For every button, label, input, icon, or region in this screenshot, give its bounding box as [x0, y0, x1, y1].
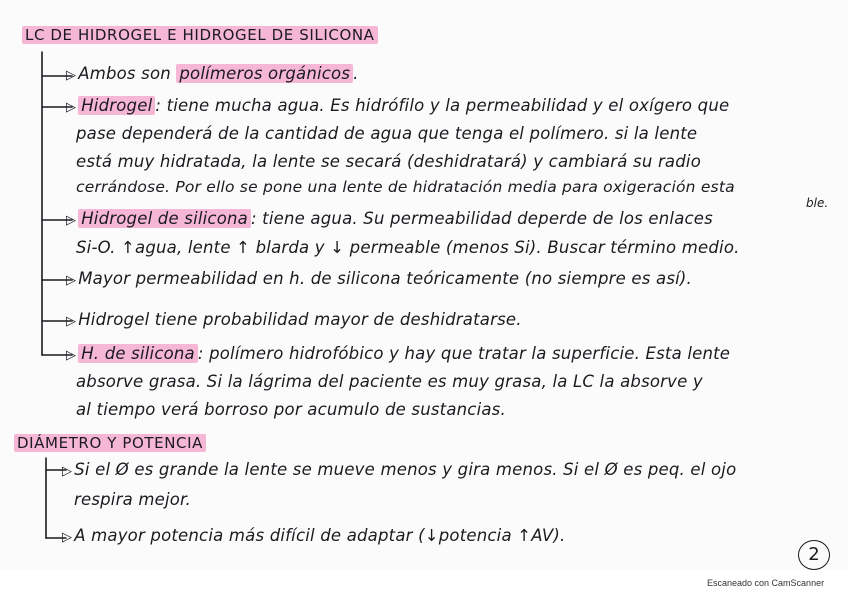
bullet-text: Si el Ø es grande la lente se mueve menos y gira menos. Si el Ø es peq. el ojo	[74, 460, 737, 479]
bullet-text: Mayor permeabilidad en h. de silicona teóricamente (no siempre es así).	[78, 269, 692, 288]
section-title-diametro	[14, 434, 206, 452]
bullet-h-silicona-line3: al tiempo verá borroso por acumulo de sustancias.	[76, 400, 506, 419]
arrow-icon: ▷	[66, 68, 77, 83]
arrow-icon: ▷	[66, 314, 77, 329]
bullet-diametro-line2: respira mejor.	[74, 490, 191, 509]
arrow-icon: ▷	[66, 213, 77, 228]
scanner-watermark: Escaneado con CamScanner	[707, 578, 825, 588]
bullet-text: A mayor potencia más difícil de adaptar (↓potencia ↑AV).	[74, 526, 566, 545]
bullet-text: Ambos son	[78, 64, 177, 83]
bullet-hidrogel-line4: cerrándose. Por ello se pone una lente de hidratación media para oxigeración esta	[76, 178, 735, 196]
highlight: Hidrogel de silicona	[78, 209, 251, 228]
section-title-text: LC DE HIDROGEL E HIDROGEL DE SILICONA	[22, 26, 378, 44]
bullet-text: : polímero hidrofóbico y hay que tratar la superficie. Esta lente	[197, 344, 731, 363]
bullet-text: : tiene agua. Su permeabilidad deperde de los enlaces	[250, 209, 713, 228]
highlight: H. de silicona	[78, 344, 198, 363]
arrow-icon: ▷	[66, 348, 77, 363]
arrow-icon: ▷	[66, 100, 77, 115]
arrow-icon: ▷	[62, 464, 73, 479]
bullet-text-end: .	[353, 64, 359, 83]
section-title-text: DIÁMETRO Y POTENCIA	[14, 434, 206, 452]
page-number: 2	[798, 540, 830, 570]
bullet-hidrogel-line3: está muy hidratada, la lente se secará (deshidratará) y cambiará su radio	[76, 152, 701, 171]
bullet-text: : tiene mucha agua. Es hidrófilo y la permeabilidad y el oxígero que	[155, 96, 730, 115]
bullet-text: Hidrogel tiene probabilidad mayor de deshidratarse.	[78, 310, 522, 329]
bullet-h-silicona-line2: absorve grasa. Si la lágrima del paciente es muy grasa, la LC la absorve y	[76, 372, 703, 391]
bullet-polimeros	[66, 64, 359, 83]
arrow-icon: ▷	[62, 530, 73, 545]
bullet-h-silicona	[66, 344, 730, 363]
arrow-icon: ▷	[66, 273, 77, 288]
bullet-deshidratarse	[66, 310, 522, 329]
section-title-lc	[22, 26, 378, 44]
bullet-hidrogel	[66, 96, 729, 115]
bullet-hidrogel-silicona	[66, 209, 713, 228]
bullet-hidrogel-silicona-line2: Si-O. ↑agua, lente ↑ blarda y ↓ permeable (menos Si). Buscar término medio.	[76, 238, 740, 257]
highlight: Hidrogel	[78, 96, 155, 115]
bullet-hidrogel-line2: pase dependerá de la cantidad de agua que tenga el polímero. si la lente	[76, 124, 698, 143]
bullet-diametro	[62, 460, 736, 479]
bullet-potencia	[62, 526, 565, 545]
bullet-permeabilidad	[66, 269, 692, 288]
bullet-hidrogel-tail: ble.	[806, 196, 829, 210]
highlight: polímeros orgánicos	[176, 64, 353, 83]
